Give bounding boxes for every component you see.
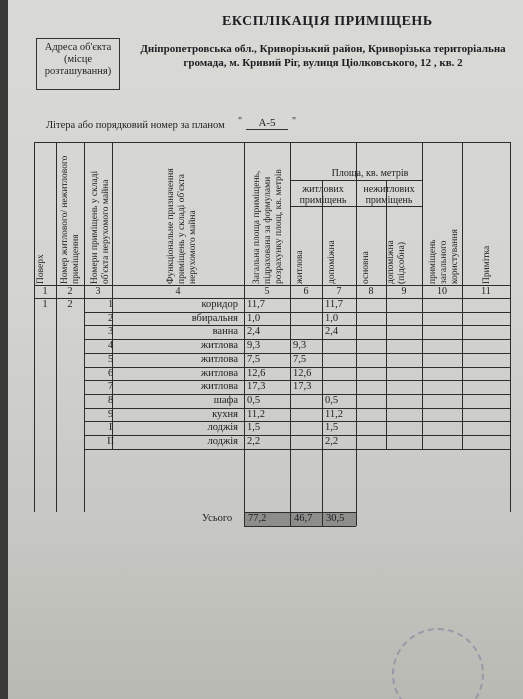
header-room-number: Номери приміщень у складі об'єкта нерухомого майна	[90, 170, 111, 284]
cell-total-area: 11,2	[247, 408, 265, 420]
cell-purpose: вбиральня	[191, 312, 238, 324]
header-main: основна	[361, 251, 371, 284]
column-line	[56, 142, 57, 512]
cell-total-area: 1,5	[247, 422, 261, 434]
address-label-box: Адреса об'єкта (місце розташування)	[36, 38, 120, 90]
cell-purpose: ванна	[212, 326, 238, 338]
column-number: 1	[42, 286, 48, 297]
cell-room-number: 4	[108, 340, 114, 352]
cell-room-number: 8	[108, 394, 114, 406]
plan-value: А-5	[246, 117, 288, 130]
cell-total-area: 2,2	[247, 436, 261, 447]
cell-room-number: 6	[108, 367, 114, 379]
cell-room-number: 1	[108, 299, 114, 310]
row-line	[84, 449, 510, 450]
total-label: Усього	[202, 513, 233, 524]
column-number: 8	[368, 286, 374, 297]
column-number: 11	[481, 286, 491, 297]
cell-auxiliary-area: 11,7	[325, 299, 343, 310]
column-line	[322, 180, 323, 526]
cell-living-area: 17,3	[293, 381, 312, 393]
cell-room-number: 5	[108, 353, 114, 365]
total-aux: 30,5	[326, 513, 345, 524]
cell-total-area: 11,7	[247, 299, 265, 310]
header-area-group: Площа, кв. метрів	[331, 168, 409, 179]
header-living: житлова	[295, 250, 305, 284]
cell-purpose: кухня	[212, 408, 238, 420]
total-bottom-line	[244, 526, 356, 527]
cell-room-number: 2	[108, 312, 114, 324]
cell-room-number: 7	[108, 381, 114, 393]
column-number: 3	[95, 286, 101, 297]
cell-unit-number: 2	[67, 299, 73, 310]
cell-total-area: 12,6	[247, 367, 266, 379]
address-text: Дніпропетровська обл., Криворізький район, Криворізька територіальна громада, м. Кривий Ріг, вулиця Ціолковського, 12 , кв. 2	[140, 43, 506, 69]
header-common-use: приміщень загального користування	[428, 229, 460, 284]
quote-close: "	[292, 116, 297, 127]
header-nonresidential: нежитлових приміщень	[363, 184, 415, 206]
cell-total-area: 1,0	[247, 312, 261, 324]
cell-room-number: II	[107, 436, 115, 447]
cell-auxiliary-area: 11,2	[325, 408, 343, 420]
column-number: 9	[401, 286, 407, 297]
cell-purpose: лоджія	[207, 436, 238, 447]
column-number: 10	[437, 286, 447, 297]
column-number: 7	[336, 286, 342, 297]
cell-living-area: 9,3	[293, 340, 307, 352]
cell-purpose: житлова	[200, 381, 238, 393]
cell-floor: 1	[42, 299, 48, 310]
cell-room-number: 3	[108, 326, 114, 338]
column-line	[34, 142, 35, 512]
header-auxiliary-sub: допоміжна (підсобна)	[386, 240, 407, 284]
cell-total-area: 0,5	[247, 394, 261, 406]
cell-total-area: 17,3	[247, 381, 266, 393]
cell-purpose: лоджія	[207, 422, 238, 434]
cell-auxiliary-area: 0,5	[325, 394, 339, 406]
header-auxiliary: допоміжна	[327, 240, 337, 284]
header-purpose: Функціональне призначення приміщень у складі об'єкта нерухомого майна	[166, 168, 198, 284]
table-top-border	[34, 142, 510, 143]
cell-living-area: 12,6	[293, 367, 312, 379]
total-living: 46,7	[294, 513, 313, 524]
cell-total-area: 2,4	[247, 326, 261, 338]
cell-room-number: 9	[108, 408, 114, 420]
column-number: 2	[67, 286, 73, 297]
header-unit-number: Номер житлового/ нежитлового приміщення	[60, 155, 81, 284]
column-number: 6	[303, 286, 309, 297]
cell-purpose: шафа	[213, 394, 238, 406]
column-number: 5	[264, 286, 270, 297]
cell-purpose: житлова	[200, 340, 238, 352]
cell-total-area: 9,3	[247, 340, 261, 352]
header-note: Примітка	[482, 245, 492, 284]
total-total: 77,2	[248, 513, 267, 524]
cell-purpose: житлова	[200, 367, 238, 379]
cell-auxiliary-area: 1,5	[325, 422, 339, 434]
column-line	[244, 142, 245, 526]
column-line	[386, 180, 387, 449]
cell-auxiliary-area: 2,4	[325, 326, 339, 338]
cell-living-area: 7,5	[293, 353, 307, 365]
plan-label: Літера або порядковий номер за планом	[46, 120, 225, 131]
cell-purpose: житлова	[200, 353, 238, 365]
column-number: 4	[175, 286, 181, 297]
cell-auxiliary-area: 1,0	[325, 312, 339, 324]
cell-auxiliary-area: 2,2	[325, 436, 339, 447]
cell-total-area: 7,5	[247, 353, 261, 365]
quote-open: "	[238, 116, 243, 127]
cell-room-number: I	[108, 422, 113, 434]
header-residential: житлових приміщень	[299, 184, 347, 206]
cell-purpose: коридор	[201, 299, 238, 310]
header-total-area: Загальна площа приміщень, підрахована за формулами розрахунку площ, кв. метрів	[252, 169, 284, 284]
header-floor: Поверх	[36, 254, 46, 284]
column-line	[510, 142, 511, 512]
document-title: ЕКСПЛІКАЦІЯ ПРИМІЩЕНЬ	[222, 14, 433, 29]
